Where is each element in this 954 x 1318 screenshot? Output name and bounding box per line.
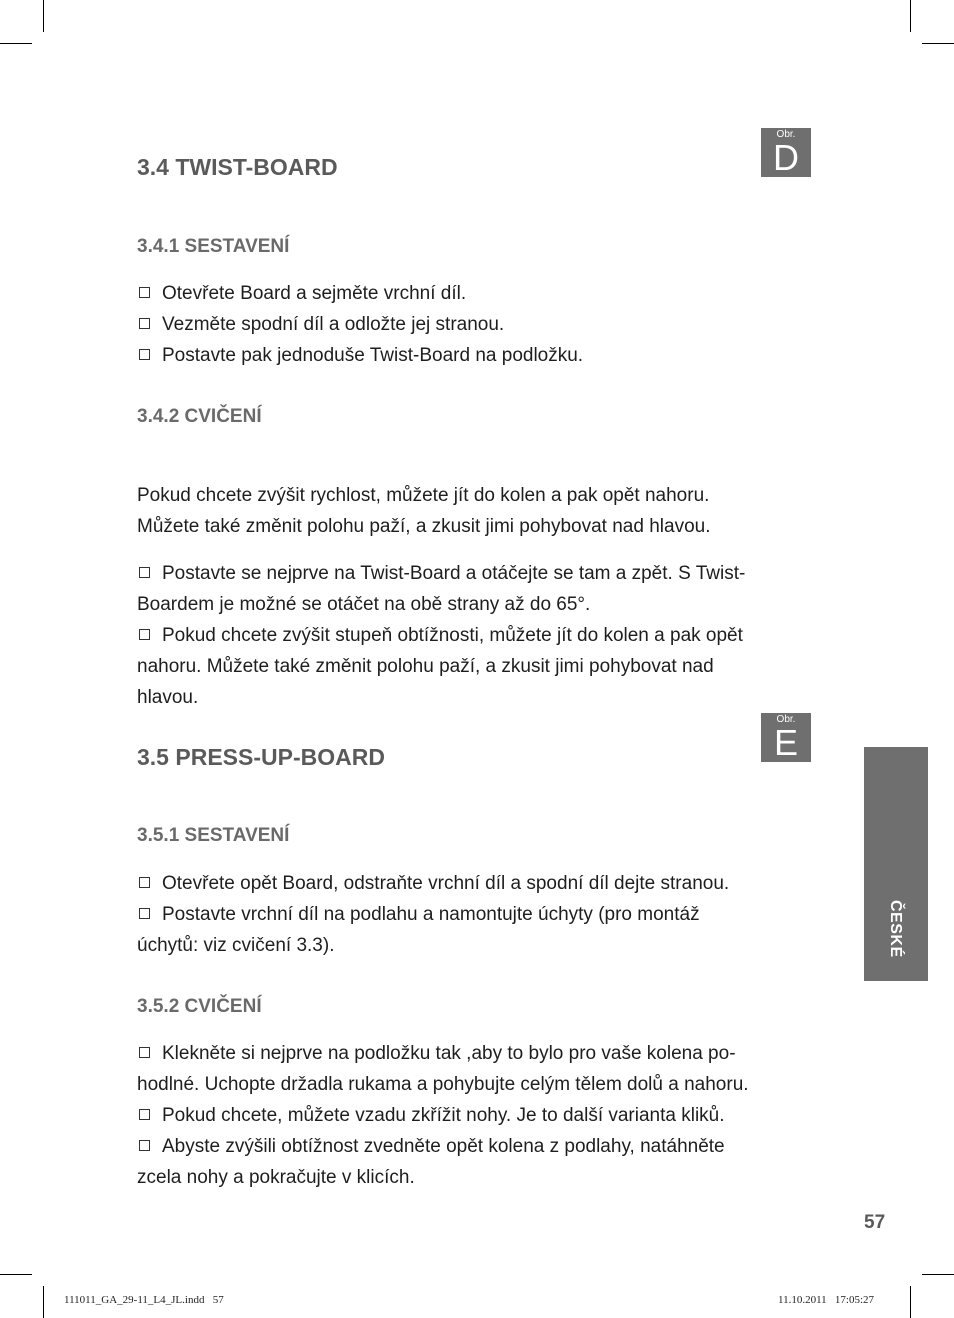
- figure-d-badge: [761, 128, 811, 177]
- paragraph-line: Pokud chcete zvýšit rychlost, můžete jít do kolen a pak opět nahoru.: [137, 485, 710, 506]
- list-item: Postavte se nejprve na Twist-Board a otáčejte se tam a zpět. S Twist-: [137, 558, 809, 589]
- list-item: Postavte vrchní díl na podlahu a namontujte úchyty (pro montáž: [137, 899, 809, 930]
- figure-e-badge: [761, 713, 811, 762]
- paragraph-line: Můžete také změnit polohu paží, a zkusit jimi pohybovat nad hlavou.: [137, 516, 711, 537]
- figure-caption: Obr.: [776, 714, 796, 725]
- paragraph-line: úchytů: viz cvičení 3.3).: [137, 935, 335, 956]
- crop-mark: [43, 0, 44, 32]
- figure-letter: D: [773, 137, 799, 178]
- checkbox-bullet-icon: [139, 287, 150, 298]
- checkbox-bullet-icon: [139, 877, 150, 888]
- crop-mark: [910, 0, 911, 32]
- list-item: Pokud chcete zvýšit stupeň obtížnosti, můžete jít do kolen a pak opět: [137, 620, 809, 651]
- section-heading: 3.5 PRESS-UP-BOARD: [137, 744, 385, 770]
- crop-mark: [43, 1286, 44, 1318]
- subsection-heading: 3.5.1 SESTAVENÍ: [137, 825, 290, 846]
- checkbox-bullet-icon: [139, 629, 150, 640]
- list-item: Klekněte si nejprve na podložku tak ,aby to bylo pro vaše kolena po-: [137, 1038, 809, 1069]
- subsection-heading: 3.5.2 CVIČENÍ: [137, 996, 262, 1017]
- crop-mark: [922, 1274, 954, 1275]
- checkbox-bullet-icon: [139, 908, 150, 919]
- subsection-heading: 3.4.1 SESTAVENÍ: [137, 236, 290, 257]
- crop-mark: [922, 43, 954, 44]
- checkbox-bullet-icon: [139, 318, 150, 329]
- list-item: Vezměte spodní díl a odložte jej stranou.: [137, 309, 809, 340]
- paragraph-line: hodlné. Uchopte držadla rukama a pohybujte celým tělem dolů a nahoru.: [137, 1074, 749, 1095]
- checkbox-bullet-icon: [139, 1109, 150, 1120]
- footer-date-info: 11.10.2011 17:05:27: [778, 1294, 875, 1306]
- checkbox-bullet-icon: [139, 1047, 150, 1058]
- list-item: Otevřete opět Board, odstraňte vrchní díl a spodní díl dejte stranou.: [137, 868, 809, 899]
- paragraph-line: Boardem je možné se otáčet na obě strany až do 65°.: [137, 594, 591, 615]
- list-item: Pokud chcete, můžete vzadu zkřížit nohy. Je to další varianta kliků.: [137, 1100, 809, 1131]
- paragraph-line: hlavou.: [137, 687, 199, 708]
- crop-mark: [0, 43, 32, 44]
- checkbox-bullet-icon: [139, 349, 150, 360]
- crop-mark: [0, 1274, 32, 1275]
- paragraph-line: zcela nohy a pokračujte v klicích.: [137, 1167, 415, 1188]
- list-item: Postavte pak jednoduše Twist-Board na podložku.: [137, 340, 809, 371]
- checkbox-bullet-icon: [139, 567, 150, 578]
- subsection-heading: 3.4.2 CVIČENÍ: [137, 406, 262, 427]
- checkbox-bullet-icon: [139, 1140, 150, 1151]
- crop-mark: [910, 1286, 911, 1318]
- figure-letter: E: [773, 722, 798, 763]
- language-label: ČESKÉ: [887, 900, 904, 958]
- paragraph-line: nahoru. Můžete také změnit polohu paží, a zkusit jimi pohybovat nad: [137, 656, 714, 677]
- list-item: Abyste zvýšili obtížnost zvedněte opět kolena z podlahy, natáhněte: [137, 1131, 809, 1162]
- figure-caption: Obr.: [776, 129, 796, 140]
- page-number: 57: [864, 1212, 886, 1233]
- list-item: Otevřete Board a sejměte vrchní díl.: [137, 278, 809, 309]
- footer-file-info: 111011_GA_29-11_L4_JL.indd 57: [64, 1294, 224, 1306]
- section-heading: 3.4 TWIST-BOARD: [137, 154, 338, 180]
